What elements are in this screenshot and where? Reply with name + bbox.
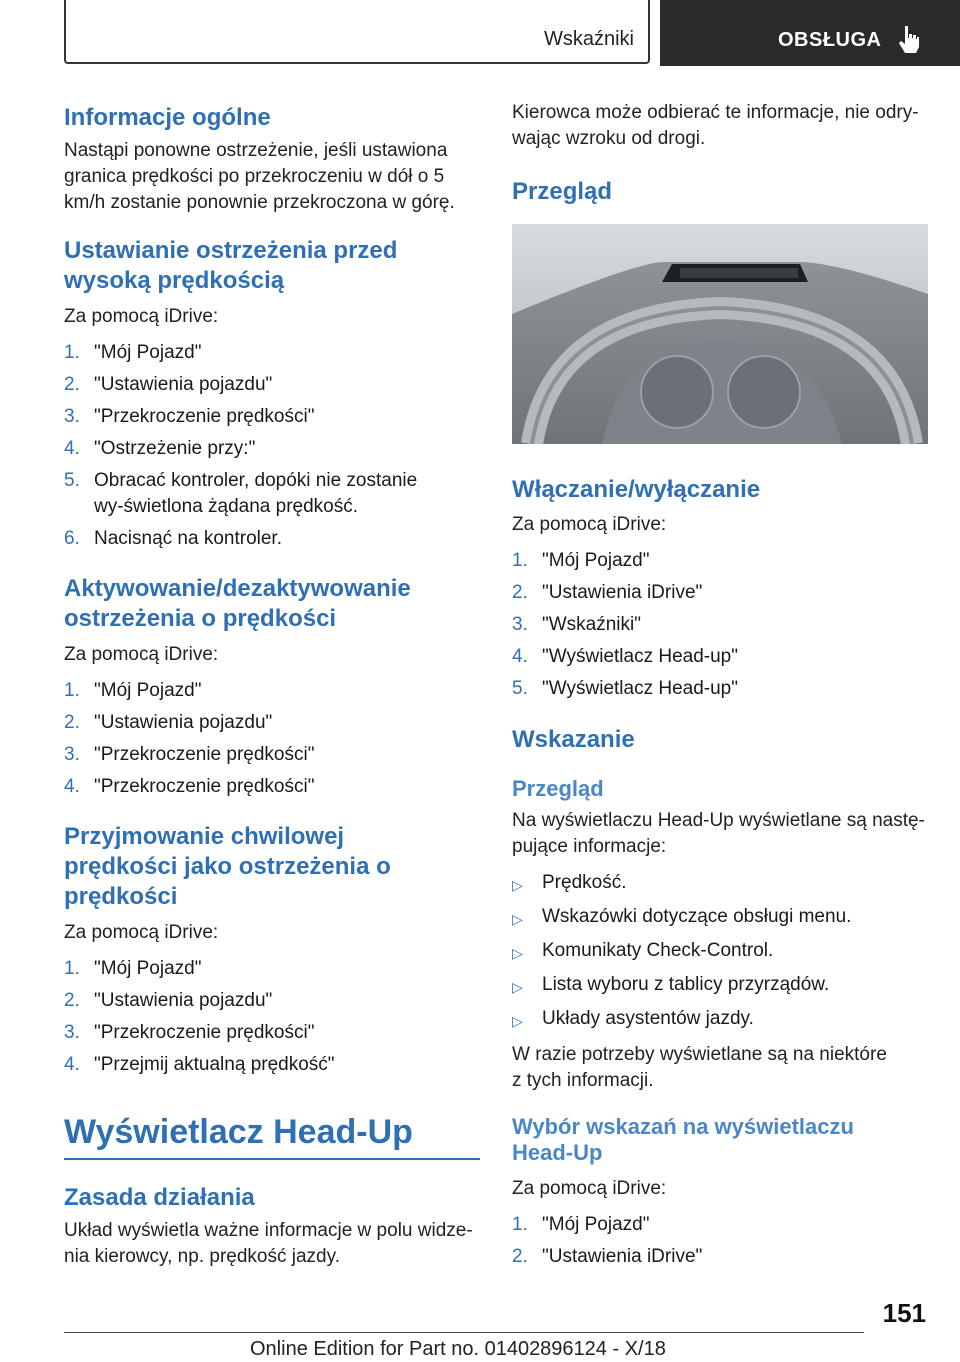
list-item: 1. "Mój Pojazd" xyxy=(512,550,650,571)
on-off-steps xyxy=(512,548,928,702)
chapter-tab xyxy=(660,0,960,66)
list-item: 4. "Przekroczenie prędkości" xyxy=(64,776,315,797)
activate-intro: Za pomocą iDrive: xyxy=(64,644,219,665)
list-item: 2. "Ustawienia iDrive" xyxy=(512,582,703,603)
list-item: 3. "Przekroczenie prędkości" xyxy=(64,1022,315,1043)
list-item: 3. "Wskaźniki" xyxy=(512,614,641,635)
heading-select-display: Wybór wskazań na wyświetlaczu Head-Up xyxy=(512,1114,854,1165)
list-item: 5. "Wyświetlacz Head-up" xyxy=(512,678,738,699)
list-item: 4. "Przejmij aktualną prędkość" xyxy=(64,1054,335,1075)
heading-take-speed: Przyjmowanie chwilowej prędkości jako ostrzeżenia o prędkości xyxy=(64,823,391,910)
list-item: 4. "Wyświetlacz Head-up" xyxy=(512,646,738,667)
section-tab xyxy=(64,0,650,64)
principle-text: Układ wyświetla ważne informacje w polu widze-nia kierowcy, np. prędkość jazdy. xyxy=(64,1220,473,1267)
general-info-text: Nastąpi ponowne ostrzeżenie, jeśli ustawiona granica prędkości po przekroczeniu w dół o 5 km/h zostanie ponownie przekroczona w górę. xyxy=(64,140,455,213)
heading-on-off: Włączanie/wyłączanie xyxy=(512,476,761,503)
left-column xyxy=(64,100,480,1270)
page-header xyxy=(64,0,960,66)
list-item: ▷ Układy asystentów jazdy. xyxy=(512,1008,754,1029)
heading-principle: Zasada działania xyxy=(64,1184,255,1211)
take-speed-steps xyxy=(64,956,480,1078)
select-steps xyxy=(512,1212,928,1270)
section-title: Wskaźniki xyxy=(543,28,634,50)
list-item: 6. Nacisnąć na kontroler. xyxy=(64,528,282,549)
list-item: ▷ Lista wyboru z tablicy przyrządów. xyxy=(512,974,830,995)
footer-rule xyxy=(64,1332,864,1333)
heading-general-info: Informacje ogólne xyxy=(64,104,271,131)
list-item: 3. "Przekroczenie prędkości" xyxy=(64,744,315,765)
heading-display: Wskazanie xyxy=(512,726,635,753)
section-rule xyxy=(64,1158,480,1160)
head-up-display-photo xyxy=(512,224,928,444)
list-item: 1. "Mój Pojazd" xyxy=(64,958,202,979)
list-item: 4. "Ostrzeżenie przy:" xyxy=(64,438,256,459)
list-item: ▷ Wskazówki dotyczące obsługi menu. xyxy=(512,906,852,927)
list-item: 1. "Mój Pojazd" xyxy=(64,342,202,363)
driver-info-text: Kierowca może odbierać te informacje, nie odry-wając wzroku od drogi. xyxy=(512,102,919,149)
list-item: ▷ Komunikaty Check-Control. xyxy=(512,940,774,961)
edition-text: Online Edition for Part no. 01402896124 - X/18 xyxy=(250,1338,666,1360)
list-item: 2. "Ustawienia pojazdu" xyxy=(64,712,273,733)
info-bullet-list xyxy=(512,870,928,1034)
some-info-text: W razie potrzeby wyświetlane są na niektóre z tych informacji. xyxy=(512,1044,887,1091)
take-speed-intro: Za pomocą iDrive: xyxy=(64,922,219,943)
list-item: 2. "Ustawienia pojazdu" xyxy=(64,990,273,1011)
right-column xyxy=(512,100,928,1270)
hand-pointer-icon xyxy=(898,24,920,54)
heading-activate-warning: Aktywowanie/dezaktywowanie ostrzeżenia o prędkości xyxy=(64,575,411,632)
list-item: ▷ Prędkość. xyxy=(512,872,627,893)
select-intro: Za pomocą iDrive: xyxy=(512,1178,667,1199)
heading-overview-sub: Przegląd xyxy=(512,776,604,801)
heading-set-warning: Ustawianie ostrzeżenia przed wysoką prędkością xyxy=(64,237,398,294)
set-warning-intro: Za pomocą iDrive: xyxy=(64,306,219,327)
on-off-intro: Za pomocą iDrive: xyxy=(512,514,667,535)
list-item: 1. "Mój Pojazd" xyxy=(64,680,202,701)
chapter-title: OBSŁUGA xyxy=(778,29,882,51)
overview-text: Na wyświetlaczu Head-Up wyświetlane są nastę-pujące informacje: xyxy=(512,810,925,857)
list-item: 5. Obracać kontroler, dopóki nie zostanie wy-świetlona żądana prędkość. xyxy=(64,470,418,517)
list-item: 2. "Ustawienia iDrive" xyxy=(512,1246,703,1267)
list-item: 3. "Przekroczenie prędkości" xyxy=(64,406,315,427)
set-warning-steps xyxy=(64,340,480,552)
heading-head-up-display: Wyświetlacz Head-Up xyxy=(64,1113,413,1151)
list-item: 1. "Mój Pojazd" xyxy=(512,1214,650,1235)
activate-steps xyxy=(64,678,480,800)
list-item: 2. "Ustawienia pojazdu" xyxy=(64,374,273,395)
heading-overview: Przegląd xyxy=(512,178,613,205)
dashboard-illustration xyxy=(512,224,928,444)
page-number: 151 xyxy=(882,1298,926,1328)
